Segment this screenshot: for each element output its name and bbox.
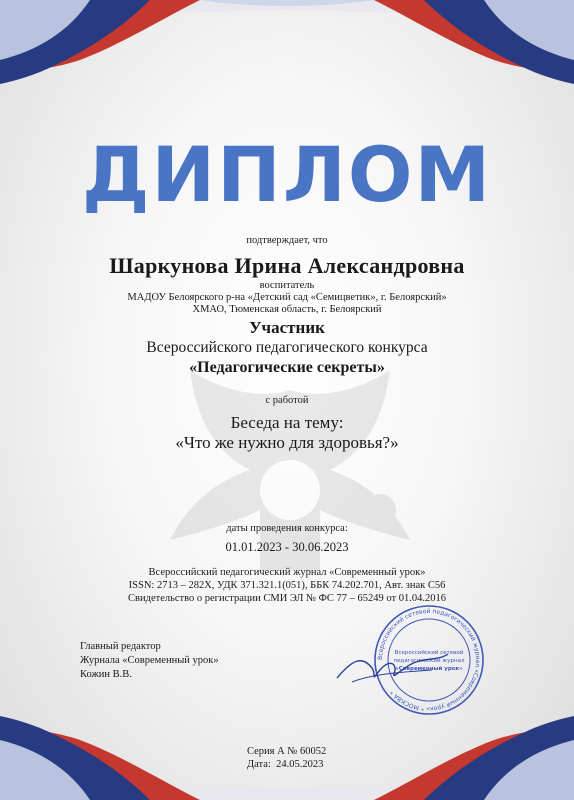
editor-line-2: Журнала «Современный урок» (80, 655, 219, 666)
diploma-title: ДИПЛОМ (81, 130, 493, 219)
editor-line-1: Главный редактор (80, 641, 161, 652)
recipient-name: Шаркунова Ирина Александровна (109, 253, 465, 278)
stamp-center-line-2: педагогический журнал (393, 658, 465, 664)
journal-registration: Свидетельство о регистрации СМИ ЭЛ № ФС 77 – 65249 от 01.04.2016 (128, 593, 446, 604)
organization-line-2: ХМАО, Тюменская область, г. Белоярский (192, 304, 382, 315)
with-work-text: с работой (265, 395, 309, 406)
stamp-ring-text: Всероссийский сетевой педагогический журнал «Современный урок» * МОСКВА * (376, 607, 482, 713)
issue-date: Дата: 24.05.2023 (247, 759, 324, 770)
contest-line: Всероссийского педагогического конкурса (146, 339, 428, 356)
contest-name: «Педагогические секреты» (189, 359, 385, 376)
dates-value: 01.01.2023 - 30.06.2023 (225, 540, 349, 554)
dates-label: даты проведения конкурса: (226, 523, 348, 534)
work-title-line-1: Беседа на тему: (230, 413, 344, 432)
journal-line-1: Всероссийский педагогический журнал «Современный урок» (148, 567, 426, 578)
work-title-line-2: «Что же нужно для здоровья?» (175, 433, 399, 452)
editor-line-3: Кожин В.В. (80, 669, 132, 680)
stamp-center-line-1: Всероссийский сетевой (394, 650, 464, 656)
confirms-text: подтверждает, что (246, 235, 328, 246)
editor-signature (332, 640, 452, 690)
participant-status: Участник (249, 318, 325, 337)
series-number: Серия А № 60052 (247, 746, 327, 757)
organization-line-1: МАДОУ Белоярского р-на «Детский сад «Семицветик», г. Белоярский» (127, 292, 447, 303)
editor-block (80, 640, 219, 682)
stamp-center-line-3: «Современный урок» (395, 666, 463, 672)
top-ribbon-decoration (0, 0, 574, 110)
journal-issn: ISSN: 2713 – 282X, УДК 371.321.1(051), ББК 74.202.701, Авт. знак С56 (128, 580, 446, 591)
recipient-position: воспитатель (259, 280, 315, 291)
diploma-footer (247, 745, 326, 771)
